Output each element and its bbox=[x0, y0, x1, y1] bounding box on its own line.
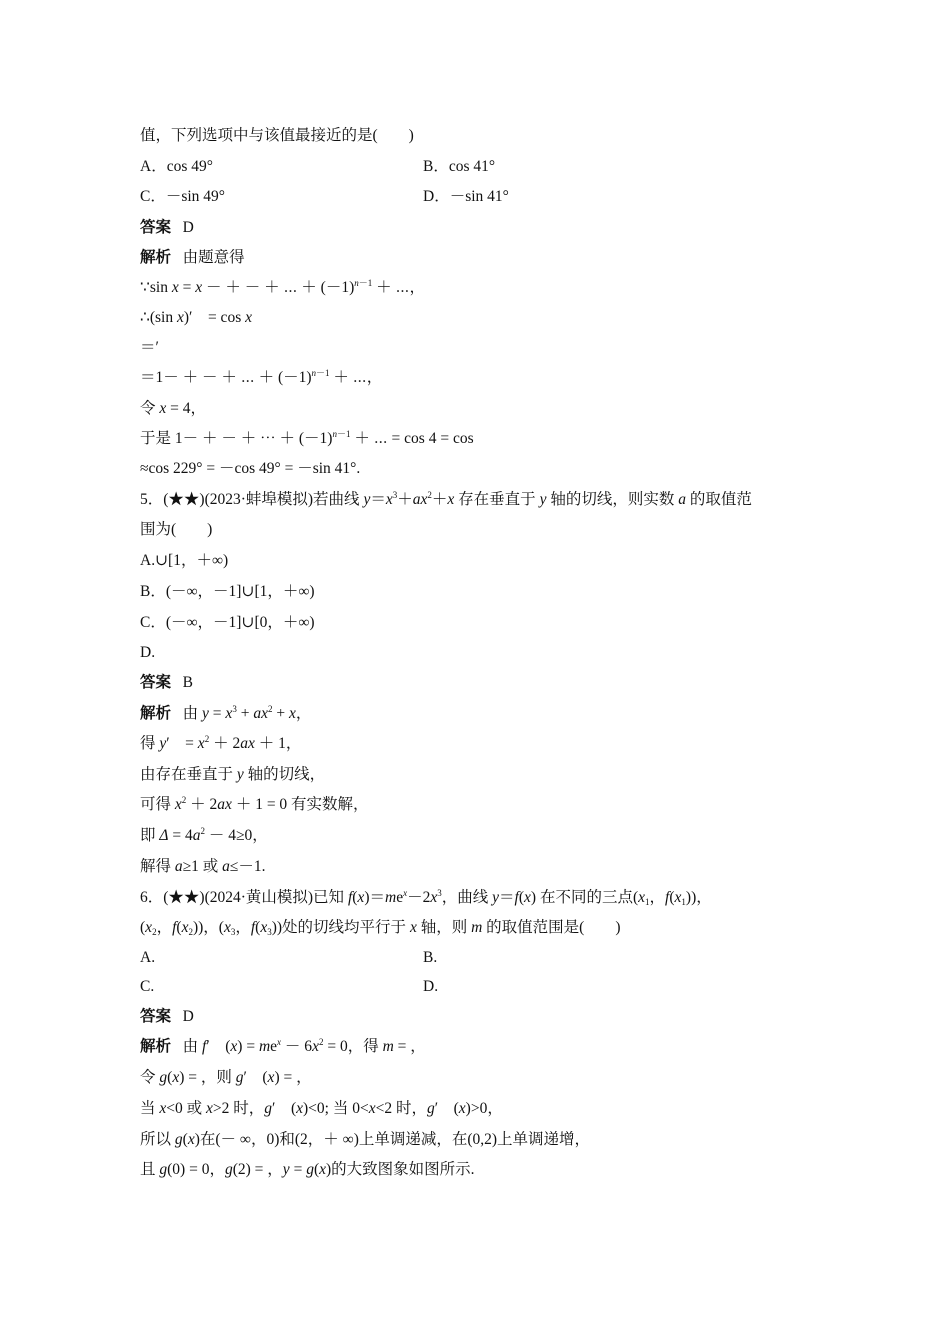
text: ) = ， bbox=[274, 1069, 312, 1086]
text: ) = bbox=[237, 1038, 259, 1055]
text: (2) = ， bbox=[232, 1161, 283, 1178]
text: ＝1－ ＋ － ＋ ⋯ ＋ (－1) bbox=[140, 369, 312, 386]
text: <0 或 bbox=[166, 1100, 207, 1117]
q6-option-b: B. bbox=[423, 949, 438, 966]
text: = 4 bbox=[168, 827, 193, 844]
q6-analysis-line: 解析 由 f′ $(x) = me^x - 6x^2 = 0$，得 m = ， bbox=[140, 1037, 426, 1055]
q6-step-4: 所以 g(x)在(－ ∞，0)和(2，＋ ∞)上单调递减，在(0,2)上单调递增， bbox=[140, 1131, 591, 1148]
text: 令 bbox=[140, 400, 160, 417]
text: ＋ ⋯ = cos 4 = cos bbox=[350, 430, 474, 447]
text: ＋ ⋯， bbox=[329, 369, 383, 386]
text: ≥1 或 bbox=[182, 858, 223, 875]
text: － 4≥0， bbox=[205, 827, 268, 844]
text: )在(－ ∞，0)和(2，＋ ∞)上单调递减，在(0,2)上单调递增， bbox=[194, 1131, 591, 1148]
text: 由 bbox=[182, 705, 203, 722]
q6-option-a: A. bbox=[140, 949, 156, 966]
text: <2 时， bbox=[375, 1100, 427, 1117]
text: 由存在垂直于 bbox=[140, 766, 237, 783]
text: ∴(sin bbox=[140, 309, 177, 326]
text: ∵sin bbox=[140, 279, 172, 296]
text: ＋ ⋯， bbox=[372, 279, 425, 296]
q4-analysis-line bbox=[140, 248, 245, 268]
q4-step-5: 令 x = 4， bbox=[140, 400, 207, 417]
text: = ， bbox=[393, 1038, 426, 1055]
text: 于是 1－ ＋ － ＋ ⋯ ＋ (－1) bbox=[140, 430, 333, 447]
text: 的取值范围是( ) bbox=[482, 919, 621, 936]
text: 得 bbox=[140, 735, 160, 752]
q6-option-d: D. bbox=[423, 978, 439, 995]
text: 即 bbox=[140, 827, 160, 844]
text: )′ = cos bbox=[183, 309, 246, 326]
text: 且 bbox=[140, 1161, 160, 1178]
q6-option-c: C. bbox=[140, 978, 155, 995]
text: ≤－1. bbox=[229, 858, 266, 875]
text: 轴，则 bbox=[416, 919, 472, 936]
text: ′ ( bbox=[243, 1069, 268, 1086]
text: (0) = 0， bbox=[167, 1161, 225, 1178]
text: ′ ( bbox=[206, 1038, 231, 1055]
analysis-label: 解析 bbox=[140, 249, 172, 266]
text: ( bbox=[167, 1069, 173, 1086]
answer-label: 答案 bbox=[140, 1008, 172, 1025]
text: ＋ 1 = 0 有实数解， bbox=[231, 796, 369, 813]
text: = bbox=[178, 279, 196, 296]
text: ＋ 2 bbox=[186, 796, 218, 813]
q4-option-d: D．－sin 41° bbox=[423, 188, 509, 205]
q4-step-2: ∴(sin x)′ = cos x bbox=[140, 309, 252, 326]
q5-step-3: 由存在垂直于 y 轴的切线， bbox=[140, 766, 326, 783]
q4-option-c: C．－sin 49° bbox=[140, 188, 226, 205]
analysis-label: 解析 bbox=[140, 1038, 172, 1055]
text: ，曲线 bbox=[441, 889, 493, 906]
q5-answer-line bbox=[140, 673, 193, 693]
q6-step-5: 且 g(0) = 0，g(2) = ，y = g(x)的大致图象如图所示. bbox=[140, 1161, 475, 1178]
q4-option-a: A．cos 49° bbox=[140, 158, 213, 175]
text: ))， bbox=[685, 889, 712, 906]
text: )，( bbox=[198, 919, 224, 936]
q5-option-b: B．(－∞，－1]∪[1，＋∞) bbox=[140, 583, 315, 600]
text: 5．(★★)(2023·蚌埠模拟)若曲线 bbox=[140, 491, 364, 508]
q4-stem-tail: 值，下列选项中与该值最接近的是( ) bbox=[140, 127, 414, 144]
q6-stem-line-2: ($x_2$，$f(x_2)$)，($x_3$，$f(x_3)$)处的切线均平行于 x 轴，则 m 的取值范围是( ) bbox=[140, 919, 621, 937]
text: ( bbox=[140, 919, 146, 936]
answer-label: 答案 bbox=[140, 674, 172, 691]
text: ))处的切线均平行于 bbox=[271, 919, 410, 936]
text: 的取值范 bbox=[685, 491, 752, 508]
q5-step-4: 可得 $x^2 + 2ax + 1 = 0$ 有实数解， bbox=[140, 795, 369, 813]
text: 令 bbox=[140, 1069, 160, 1086]
answer-label: 答案 bbox=[140, 219, 172, 236]
text: = 0，得 bbox=[323, 1038, 383, 1055]
text: 轴的切线，则实数 bbox=[546, 491, 679, 508]
text: 当 bbox=[140, 1100, 160, 1117]
text: ′ = bbox=[166, 735, 198, 752]
q4-option-b: B．cos 41° bbox=[423, 158, 496, 175]
q5-stem-line-2: 围为( ) bbox=[140, 521, 213, 538]
q6-stem-line-1: 6．(★★)(2024·黄山模拟)已知 $f(x)=me^x-2x^3$，曲线 y＝f(x) 在不同的三点($x_1$，$f(x_1)$)， bbox=[140, 888, 712, 907]
text: 的大致图象如图所示. bbox=[331, 1161, 475, 1178]
text: ) = ，则 bbox=[179, 1069, 236, 1086]
q5-option-a: A.∪[1，＋∞) bbox=[140, 552, 229, 569]
q5-step-5: 即 $\Delta = 4a^2 - 4\ge 0$， bbox=[140, 826, 268, 844]
q4-step-7: ≈cos 229° = －cos 49° = －sin 41°. bbox=[140, 460, 361, 477]
text: 在不同的三点( bbox=[536, 889, 639, 906]
text: － ＋ － ＋ ⋯ ＋ (－1) bbox=[202, 279, 355, 296]
text: ＋ 2 bbox=[209, 735, 241, 752]
text: )<0; 当 0< bbox=[303, 1100, 369, 1117]
text: )>0， bbox=[465, 1100, 503, 1117]
text: 所以 bbox=[140, 1131, 175, 1148]
analysis-label: 解析 bbox=[140, 705, 172, 722]
text: ′ ( bbox=[272, 1100, 297, 1117]
q6-step-2: 令 g(x) = ，则 g′ (x) = ， bbox=[140, 1069, 312, 1086]
text: 由 bbox=[182, 1038, 203, 1055]
analysis-intro: 由题意得 bbox=[182, 249, 245, 266]
text: 轴的切线， bbox=[243, 766, 326, 783]
text: ＋ 1， bbox=[254, 735, 302, 752]
text: = 4， bbox=[166, 400, 207, 417]
q4-step-3: ＝′ bbox=[140, 339, 159, 356]
q5-option-d: D. bbox=[140, 644, 156, 661]
answer-value: B bbox=[182, 674, 193, 691]
q5-option-c: C．(－∞，－1]∪[0，＋∞) bbox=[140, 614, 315, 631]
text: － 6 bbox=[281, 1038, 313, 1055]
q6-answer-line bbox=[140, 1007, 194, 1027]
text: 存在垂直于 bbox=[458, 491, 540, 508]
q5-step-2: 得 y′ = $x^2 + 2ax + 1$， bbox=[140, 734, 302, 752]
answer-value: D bbox=[182, 219, 194, 236]
q4-answer-line bbox=[140, 218, 194, 238]
q4-step-1: ∵sin x = x － ＋ － ＋ ⋯ ＋ $(-1)^{n-1}$ ＋ ⋯， bbox=[140, 278, 425, 296]
q4-step-6: 于是 1－ ＋ － ＋ ⋯ ＋ $(-1)^{n-1}$ ＋ ⋯ = cos 4 = cos bbox=[140, 429, 474, 447]
text: 6．(★★)(2024·黄山模拟)已知 bbox=[140, 889, 348, 906]
answer-value: D bbox=[182, 1008, 194, 1025]
text: 解得 bbox=[140, 858, 175, 875]
q6-step-3: 当 x<0 或 x>2 时，g′ (x)<0; 当 0<x<2 时，g′ (x)>0， bbox=[140, 1100, 503, 1117]
q5-step-6: 解得 a≥1 或 a≤－1. bbox=[140, 858, 266, 875]
q4-step-4: ＝1－ ＋ － ＋ ⋯ ＋ $(-1)^{n-1}$ ＋ ⋯， bbox=[140, 368, 383, 386]
text: >2 时， bbox=[212, 1100, 265, 1117]
text: ′ ( bbox=[434, 1100, 459, 1117]
text: 可得 bbox=[140, 796, 175, 813]
text: ， bbox=[649, 889, 666, 906]
q5-analysis-line: 解析 由 $y = x^3 + ax^2 + x$， bbox=[140, 704, 312, 722]
q5-stem-line-1: 5．(★★)(2023·蚌埠模拟)若曲线 $y=x^3+ax^2+x$ 存在垂直于 y 轴的切线，则实数 a 的取值范 bbox=[140, 490, 752, 508]
